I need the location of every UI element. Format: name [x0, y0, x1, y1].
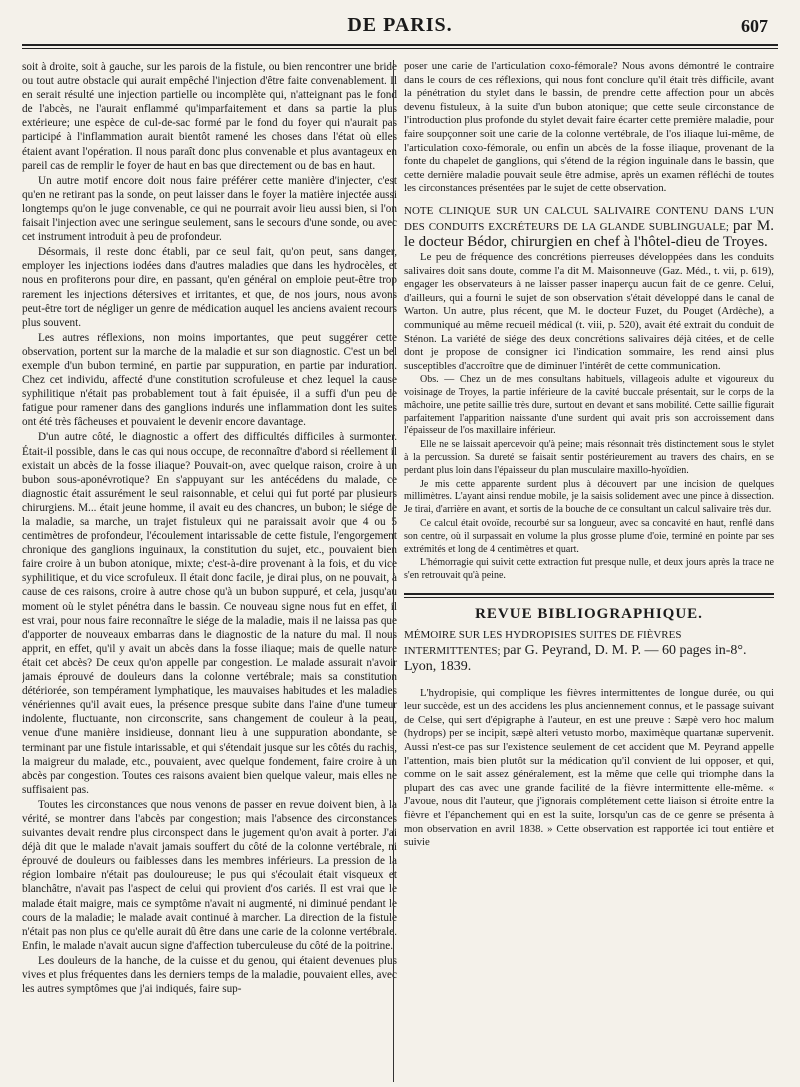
header-rule: [22, 44, 778, 46]
obs-paragraph: Je mis cette apparente surdent plus à découvert par une incision de quelques millimètres. L'ayant ainsi rendue mobile, je la saisis solidement avec une pince à dissection. Je tirai, d'arrière en avant, et sortis de la bouche de ce consultant un calcul salivaire très dur.: [404, 478, 774, 516]
left-paragraph: Toutes les circonstances que nous venons de passer en revue doivent bien, à la vérité, se montrer dans l'abcès par congestion; mais l'absence des circonstances suivantes devait rendre plus circonspect dans le jugement qu'on avait à porter. J'ai déjà dit que le malade n'avait jamais souffert du côté de la colonne vertébrale, ni éprouvé de douleurs ou faiblesses dans les membres inférieurs. La pression de la région lombaire n'était pas douloureuse; le pus qui s'écoulait était visqueux et blanchâtre, n'avait pas l'aspect de celui qui provient d'os cariés. Il est vrai que le malade était maigre, mais ce symptôme n'avait ni augmenté, ni diminué pendant le cours de la maladie; le malade avait continué à marcher. La direction de la fistule n'était pas non plus ce qu'elle aurait dû être dans une carie de la colonne vertébrale. Enfin, le malade n'avait aucun signe d'affection tuberculeuse du côté de la poitrine.: [22, 798, 397, 952]
left-paragraph: Désormais, il reste donc établi, par ce seul fait, qu'on peut, sans danger, employer les injections iodées dans d'autres maladies que dans les hydrocèles, et nous en profiterons pour dire, en passant, qu'en général on emploie peut-être trop rarement les injections détersives et irritantes, et que, de nos jours, nous avons peut-être tort de négliger un genre de médication auquel les anciens avaient recours plus souvent.: [22, 246, 397, 329]
left-paragraph: D'un autre côté, le diagnostic a offert des difficultés difficiles à surmonter. Était-il possible, dans le cas qui nous occupe, de reconnaître d'abord si réellement il existait un abcès de la fosse iliaque? Pouvait-on, avec quelque raison, croire à un bubon sous-aponévrotique? En s'appuyant sur les antécédens du malade, ce diagnostic était assurément le seul raisonnable, et celui qui fut porté par plusieurs chirurgiens. M... était jeune homme, il avait eu des chancres, un bubon; le siége de la maladie, sa marche, un trajet fistuleux qui ne paraissait avoir que 4 ou 5 centimètres de profondeur, l'écoulement intarissable de cette fistule, l'engorgement chronique des ganglions inguinaux, la constitution du sujet, etc., pouvaient bien faire croire à un bubon atonique, mixte; c'est-à-dire provenant à la fois, et du vice syphilitique, et du vice scrofuleux. Il était donc facile, je dirai plus, on ne pouvait, à cause de ces raisons, croire à autre chose qu'à un bubon suppuré, et cela, jusqu'au moment où le stylet pénétra dans le bassin. Ce nouveau signe nous fut en effet, il est vrai, pour nous faire reconnaître le siége de la maladie, mais il ne laissa pas que d'apporter de nouveaux embarras dans le diagnostic de la nature du mal. Il nous apprit, en effet, qu'il y avait un abcès dans la fosse iliaque; mais de quelle nature était cet abcès? De ceux qu'on appelle par congestion. Le malade assurait n'avoir jamais éprouvé de douleurs dans la colonne vertébrale; mais sa constitution détériorée, son tempérament lymphatique, les mauvaises habitudes et les maladies vénériennes qu'il avait eues, la présence presque subite dans l'aine d'une tumeur indolente, fluctuante, non circonscrite, sans changement de couleur à la peau, venue d'une manière insidieuse, donnant lieu à une suppuration abondante, se terminant par une fistule intarissable, et qui s'étendait jusque sur les côtés du rachis, la maigreur du malade, etc., pouvaient, avec quelque fondement, faire croire à un abcès par congestion. Toutes ces raisons avaient bien quelque valeur, mais elles ne suffisaient pas.: [22, 431, 397, 796]
observation-block: [404, 374, 774, 583]
running-title: DE PARIS.: [347, 14, 453, 36]
page-header: [0, 0, 800, 44]
right-continuation-paragraph: poser une carie de l'articulation coxo-fémorale? Nous avons démontré le contraire dans le cours de ces réflexions, qui nous font conclure qu'il était très difficile, avant la pénétration du stylet dans le bassin, de prendre cette affection pour un abcès devenu fistuleux, à la suite d'un bubon atonique; que cette seule circonstance de l'introduction plus profonde du stylet devait faire écarter cette première maladie, pour faire soupçonner soit une carie de la colonne vertébrale, de l'os iliaque lui-même, de l'articulation coxo-fémorale, ou enfin un abcès de la fosse iliaque, provenant de la fonte du chapelet de ganglions, qui s'étend de la région inguinale dans le bassin, que cette dernière maladie pouvait seule être admise, après un examen réfléchi de toutes les circonstances présentées par le sujet de cette observation.: [404, 60, 774, 195]
left-paragraph: Un autre motif encore doit nous faire préférer cette manière d'injecter, c'est qu'en ne retirant pas la sonde, on peut laisser dans le foyer la matière injectée aussi longtemps qu'on le juge convenable, ce qui ne pourrait avoir lieu aussi bien, si l'on faisait l'injection avec une seringue seulement, sans le secours d'une sonde, ou avec cet instrument introduit à peu de profondeur.: [22, 174, 397, 244]
note-heading-small: NOTE CLINIQUE SUR UN CALCUL SALIVAIRE CONTENU DANS L'UN DES CONDUITS EXCRÉTEURS DE LA GLANDE SUBLINGUALE;: [404, 204, 774, 233]
column-divider: [393, 60, 394, 1082]
page-number: 607: [741, 16, 768, 36]
left-paragraph: Les autres réflexions, non moins importantes, que peut suggérer cette observation, portent sur la marche de la maladie et sur son diagnostic. C'est un bel exemple d'un bubon terminé, en partie par suppuration, en partie par induration. Chez cet individu, affecté d'une constitution scrofuleuse et chez lequel la cause syphilitique n'était pas probablement tout à fait épuisée, il a suffi d'un peu de fatigue pour ramener dans des ganglions indurés une inflammation dont les suites ont été très fâcheuses et pouvaient le devenir encore davantage.: [22, 331, 397, 429]
revue-paragraph: L'hydropisie, qui complique les fièvres intermittentes de longue durée, ou qui leur succède, est un des accidens les plus anciennement connus, et le passage suivant de Celse, qui sert d'épigraphe à l'auteur, en est une preuve : Sæpè vero hoc malum (hydrops) per se incipit, sæpè alteri vetusto morbo, maximèque quartanæ supervenit. Aussi n'est-ce pas sur l'existence seulement de cet accident que M. Peyrand appelle l'attention, mais bien plutôt sur la médication qu'il convient de lui opposer, et qui, comme on le sait assez généralement, est la même que celle qui triomphe dans la plupart des cas avec une grande facilité de la fièvre intermittente elle-même. « J'avoue, nous dit l'auteur, que j'ignorais complétement cette liaison si étroite entre la fièvre et l'épanchement qui en est la suite, lorsqu'un cas de ce genre se présenta à mon observation en avril 1838. » Cette observation est rapportée ici tout entière et suivie: [404, 686, 774, 849]
note-heading: [404, 204, 774, 251]
obs-paragraph: L'hémorragie qui suivit cette extraction fut presque nulle, et deux jours après la trace ne s'en retrouvait qu'à peine.: [404, 557, 774, 582]
revue-title: REVUE BIBLIOGRAPHIQUE.: [475, 606, 703, 623]
right-column: [404, 60, 774, 1080]
left-paragraph: Les douleurs de la hanche, de la cuisse et du genou, qui étaient devenues plus vives et plus fréquentes dans les derniers temps de la maladie, pouvaient elles, avec les autres symptômes que j'ai indiqués, faire sup-: [22, 954, 397, 996]
left-paragraph: soit à droite, soit à gauche, sur les parois de la fistule, ou bien rencontrer une bride ou tout autre obstacle qui aurait empêché l'injection d'être faite convenablement. Il en serait résulté une injection partielle ou incomplète qui, n'atteignant pas le fond de l'abcès, ne l'aurait enflammé qu'imparfaitement et dans sa partie la plus extérieure; une espèce de cul-de-sac formé par le fond du foyer qui n'aurait pas participé à l'inflammation aurait bientôt ramené les choses dans l'état où elles étaient avant l'opération. Il nous paraît donc plus convenable et plus avantageux en pareil cas de remplir le foyer de haut en bas que directement ou de bas en haut.: [22, 61, 397, 172]
obs-paragraph: Ce calcul était ovoïde, recourbé sur sa longueur, avec sa concavité en haut, renflé dans son centre, où il surpassait en volume la plus grosse plume d'oie, terminé en pointe par ses extrémités et long de 4 centimètres et quart.: [404, 518, 774, 555]
section-rule-thin: [404, 597, 774, 598]
left-column: [22, 60, 397, 1080]
note-paragraph: Le peu de fréquence des concrétions pierreuses développées dans les conduits salivaires doit sans doute, comme l'a dit M. Maisonneuve (Gaz. Méd., t. vii, p. 619), engager les observateurs à ne laisser passer inaperçu aucun fait de ce genre. Celui, d'ailleurs, qui a fourni le sujet de son observation s'était développé dans le canal de Warton. Un autre, plus récent, que M. le docteur Fuzet, du Pouget (Ardèche), a communiqué au même recueil médical (t. viii, p. 520), avait été extrait du conduit de Sténon. La variété de siége des deux concrétions salivaires déjà citées, et de celle dont je propose de consigner ici l'indication sommaire, les rend ainsi plus susceptibles d'accroître que de diminuer l'intérêt de cette communication.: [404, 250, 774, 372]
header-rule-thin: [22, 48, 778, 49]
note-heading-author: par M. le docteur Bédor, chirurgien en chef à l'hôtel-dieu de Troyes.: [404, 217, 774, 250]
section-rule: [404, 593, 774, 595]
memoire-heading-small: MÉMOIRE SUR LES HYDROPISIES SUITES DE FIÈVRES INTERMITTENTES;: [404, 628, 682, 657]
memoire-heading: [404, 628, 774, 675]
obs-paragraph: Obs. — Chez un de mes consultans habituels, villageois adulte et vigoureux du voisinage de Troyes, la partie inférieure de la cavité buccale présentait, sur le corps de la mâchoire, une petite saillie très dure, surtout en devant et sans mobilité. Cette saillie figurait parfaitement l'apparition naissante d'une surdent qui avait pris son accroissement dans l'épaisseur de l'os maxillaire inférieur.: [404, 374, 774, 437]
obs-paragraph: Elle ne se laissait apercevoir qu'à peine; mais résonnait très distinctement sous le stylet à la percussion. Sa dureté se faisait sentir postérieurement au travers des chairs, en se perdant plus loin dans l'épaisseur du plan musculaire maxillo-hyoïdien.: [404, 439, 774, 476]
memoire-heading-author: par G. Peyrand, D. M. P. — 60 pages in-8°. Lyon, 1839.: [404, 642, 747, 674]
